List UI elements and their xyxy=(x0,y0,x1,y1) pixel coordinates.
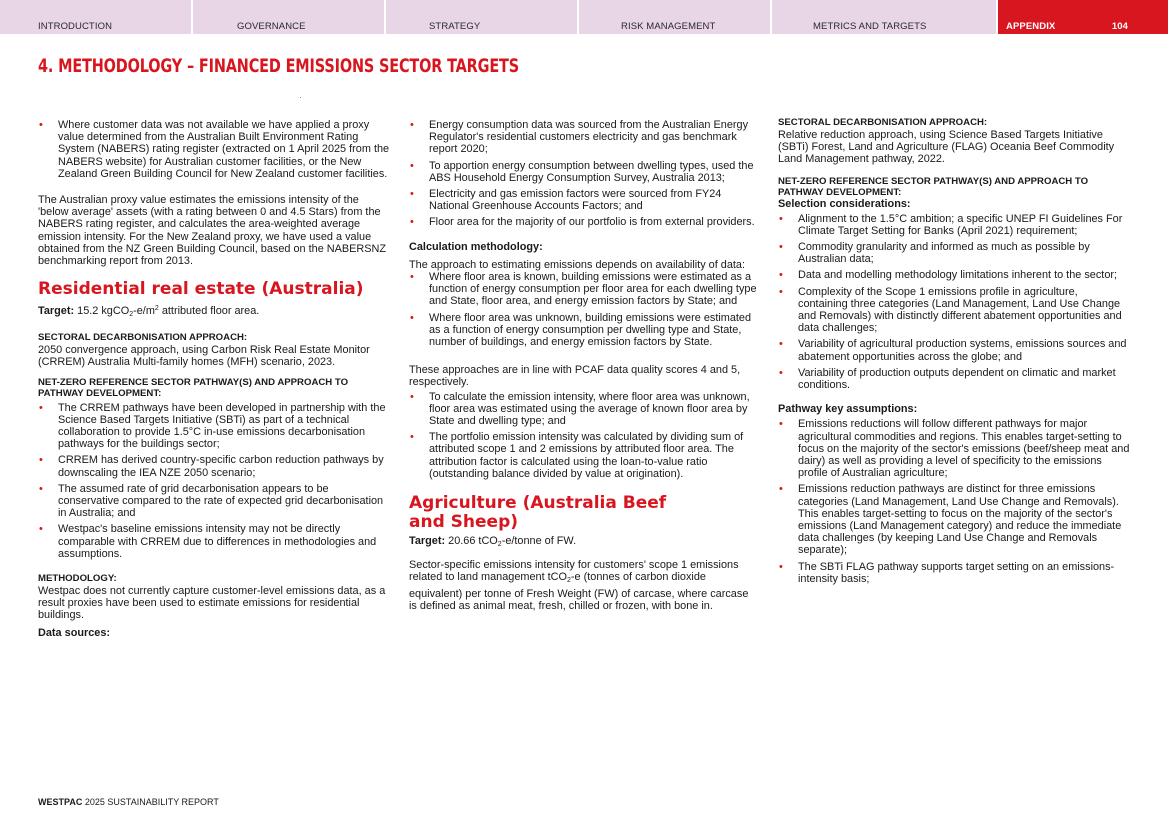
list-item: • Variability of agricultural production systems, emissions sources and abatement opportunities across the globe; and xyxy=(778,338,1130,362)
nz-pathway-heading: NET-ZERO REFERENCE SECTOR PATHWAY(S) AND APPROACH TO PATHWAY DEVELOPMENT: xyxy=(38,377,349,400)
target-text: attributed floor area. xyxy=(158,305,260,318)
target-text: -e/m xyxy=(133,305,155,318)
nz-pathway-heading: NET-ZERO REFERENCE SECTOR PATHWAY(S) AND APPROACH TO PATHWAY DEVELOPMENT: xyxy=(778,176,1089,198)
list-item: • To calculate the emission intensity, where floor area was unknown, floor area was estimated using the average of known floor area by State and dwelling type; and xyxy=(409,391,759,428)
tab-risk-management[interactable] xyxy=(579,0,770,34)
list-item: • Electricity and gas emission factors were sourced from FY24 National Greenhouse Accounts Factors; and xyxy=(409,188,759,212)
energy-data-list xyxy=(409,119,759,229)
list-item: • The CRREM pathways have been developed in partnership with the Science Based Targets Initiative (SBTi) as part of a technical collaboration to provide 1.5°C in-use emissions decarbonisation pathways for the buildings sector; xyxy=(38,402,390,451)
superscript: 2 xyxy=(154,305,159,313)
methodology-text: Westpac does not currently capture customer-level emissions data, as a result proxies have been used to estimate emissions for residential buildings. xyxy=(38,584,386,622)
list-item: • Where floor area is known, building emissions were estimated as a function of energy consumption per floor area for each dwelling type and State, floor area, and energy emission factors by State; and xyxy=(409,271,759,308)
subscript: 2 xyxy=(497,541,502,549)
section-heading-residential: Residential real estate (Australia) xyxy=(38,279,364,300)
pcaf-text: These approaches are in line with PCAF data quality scores 4 and 5, respectively. xyxy=(409,364,741,389)
tab-strategy[interactable] xyxy=(386,0,577,34)
list-item: • Where customer data was not available we have applied a proxy value determined from the Australian Built Environment Rating System (NABERS) rating register (extracted on 1 April 2025 from the NABERS website) for Australian customer facilities, or the New Zealand Green Building Council for New Zealand customer facilities. xyxy=(38,119,390,180)
footer-brand: WESTPAC xyxy=(38,797,83,807)
calculation-intro: The approach to estimating emissions depends on availability of data: xyxy=(409,258,745,271)
footer xyxy=(38,797,219,807)
key-assumptions-heading: Pathway key assumptions: xyxy=(778,403,918,416)
sda-heading: SECTORAL DECARBONISATION APPROACH: xyxy=(38,332,248,344)
target-text: 20.66 tCO xyxy=(445,535,498,548)
target-label: Target: xyxy=(409,535,446,548)
page-title: 4. METHODOLOGY – FINANCED EMISSIONS SECTOR TARGETS xyxy=(38,55,519,77)
tab-appendix[interactable] xyxy=(998,0,1168,34)
sda-text: 2050 convergence approach, using Carbon Risk Real Estate Monitor (CRREM) Australia Multi-family homes (MFH) scenario, 2023. xyxy=(38,344,370,369)
heading-line: and Sheep) xyxy=(409,512,519,533)
list-item: • Emissions reduction pathways are distinct for three emissions categories (Land Management, Land Use Change and Removals). This enables target-setting to focus on the majority of the sector's emissions (Land Management category) and reduce the immediate data challenges (by keeping Land Use Change and Removals separate); xyxy=(778,483,1130,556)
tab-label: RISK MANAGEMENT xyxy=(621,21,716,32)
section-heading-agriculture xyxy=(409,494,759,532)
tab-introduction[interactable] xyxy=(0,0,191,34)
column-middle xyxy=(409,119,759,612)
target-text: -e/tonne of FW. xyxy=(501,535,577,548)
proxy-list xyxy=(38,119,390,180)
proxy-paragraph: The Australian proxy value estimates the emissions intensity of the 'below average' assets (with a rating between 0 and 4.5 Stars) from the NABERS rating register, and calculates the area-weighted average emission intensity. For the New Zealand proxy, we have used a value obtained from the NZ Green Building Council, based on the NABERSNZ benchmarking report from 2013. xyxy=(38,194,387,268)
selection-heading: Selection considerations: xyxy=(778,198,911,211)
tab-label: INTRODUCTION xyxy=(38,21,113,32)
sda-text: Relative reduction approach, using Science Based Targets Initiative (SBTi) Forest, Land and Agriculture (FLAG) Oceania Beef Commodity Land Management pathway, 2022. xyxy=(778,128,1115,165)
agriculture-intensity-text xyxy=(409,559,759,612)
target-text: 15.2 kgCO xyxy=(74,305,130,318)
footer-report: 2025 SUSTAINABILITY REPORT xyxy=(82,797,219,807)
body-text: -e (tonnes of carbon dioxide equivalent) per tonne of Fresh Weight (FW) of carcase, where carcase is defined as animal meat, fresh, chilled or frozen, with bone in. xyxy=(409,571,749,612)
list-item: • Complexity of the Scope 1 emissions profile in agriculture, containing three categories (Land Management, Land Use Change and Removals) with distinctly different abatement opportunities and data challenges; xyxy=(778,286,1130,335)
column-left xyxy=(38,119,390,639)
tab-label: GOVERNANCE xyxy=(237,21,306,32)
calculation-list xyxy=(409,271,759,348)
page-number: 104 xyxy=(1111,21,1128,32)
tab-metrics-and-targets[interactable] xyxy=(772,0,996,34)
sda-heading: SECTORAL DECARBONISATION APPROACH: xyxy=(778,117,988,128)
subscript: 2 xyxy=(567,577,571,585)
agriculture-target xyxy=(409,535,759,551)
list-item: • The SBTi FLAG pathway supports target setting on an emissions-intensity basis; xyxy=(778,561,1130,585)
list-item: • CRREM has derived country-specific carbon reduction pathways by downscaling the IEA NZE 2050 scenario; xyxy=(38,454,390,478)
list-item: • Variability of production outputs dependent on climatic and market conditions. xyxy=(778,367,1130,391)
list-item: • Floor area for the majority of our portfolio is from external providers. xyxy=(409,216,759,228)
list-item: • Commodity granularity and informed as much as possible by Australian data; xyxy=(778,241,1130,265)
target-label: Target: xyxy=(38,305,75,318)
decorative-dot xyxy=(300,97,301,98)
calculation-heading: Calculation methodology: xyxy=(409,240,543,253)
intensity-list xyxy=(409,391,759,480)
column-right xyxy=(778,118,1130,589)
list-item: • Where floor area was unknown, building emissions were estimated as a function of energy consumption per dwelling type and State, number of buildings, and energy emission factors by State. xyxy=(409,312,759,349)
data-sources-heading: Data sources: xyxy=(38,627,111,640)
heading-line: Agriculture (Australia Beef xyxy=(409,493,667,514)
tab-governance[interactable] xyxy=(193,0,384,34)
body-text: Sector-specific emissions intensity for customers' scope 1 emissions related to land management tCO xyxy=(409,559,739,584)
tab-label: METRICS AND TARGETS xyxy=(813,21,927,32)
tab-label: APPENDIX xyxy=(1006,21,1056,32)
list-item: • Energy consumption data was sourced from the Australian Energy Regulator's residential customers electricity and gas benchmark report 2020; xyxy=(409,119,759,156)
list-item: • Emissions reductions will follow different pathways for major agricultural commodities and regions. This enables target-setting to focus on the majority of the sector's emissions (beef/sheep meat and dairy) as well as providing a level of specificity to the emissions profile of Australian agriculture; xyxy=(778,418,1130,479)
list-item: • Alignment to the 1.5°C ambition; a specific UNEP FI Guidelines For Climate Target Setting for Banks (April 2021) requirement; xyxy=(778,213,1130,237)
top-navigation xyxy=(0,0,1168,34)
residential-target xyxy=(38,303,390,321)
key-assumptions-list xyxy=(778,418,1130,585)
list-item: • To apportion energy consumption between dwelling types, used the ABS Household Energy Consumption Survey, Australia 2013; xyxy=(409,160,759,184)
methodology-heading: METHODOLOGY: xyxy=(38,573,117,585)
list-item: • The portfolio emission intensity was calculated by dividing sum of attributed scope 1 and 2 emissions by attributed floor area. The attribution factor is calculated using the loan-to-value ratio (outstanding balance divided by value at origination). xyxy=(409,431,759,480)
selection-list xyxy=(778,213,1130,392)
list-item: • The assumed rate of grid decarbonisation appears to be conservative compared to the rate of expected grid decarbonisation in Australia; and xyxy=(38,483,390,520)
list-item: • Data and modelling methodology limitations inherent to the sector; xyxy=(778,269,1130,281)
nz-pathway-list xyxy=(38,402,390,560)
tab-label: STRATEGY xyxy=(429,21,481,32)
subscript: 2 xyxy=(129,311,134,319)
list-item: • Westpac's baseline emissions intensity may not be directly comparable with CRREM due to differences in methodologies and assumptions. xyxy=(38,523,390,560)
